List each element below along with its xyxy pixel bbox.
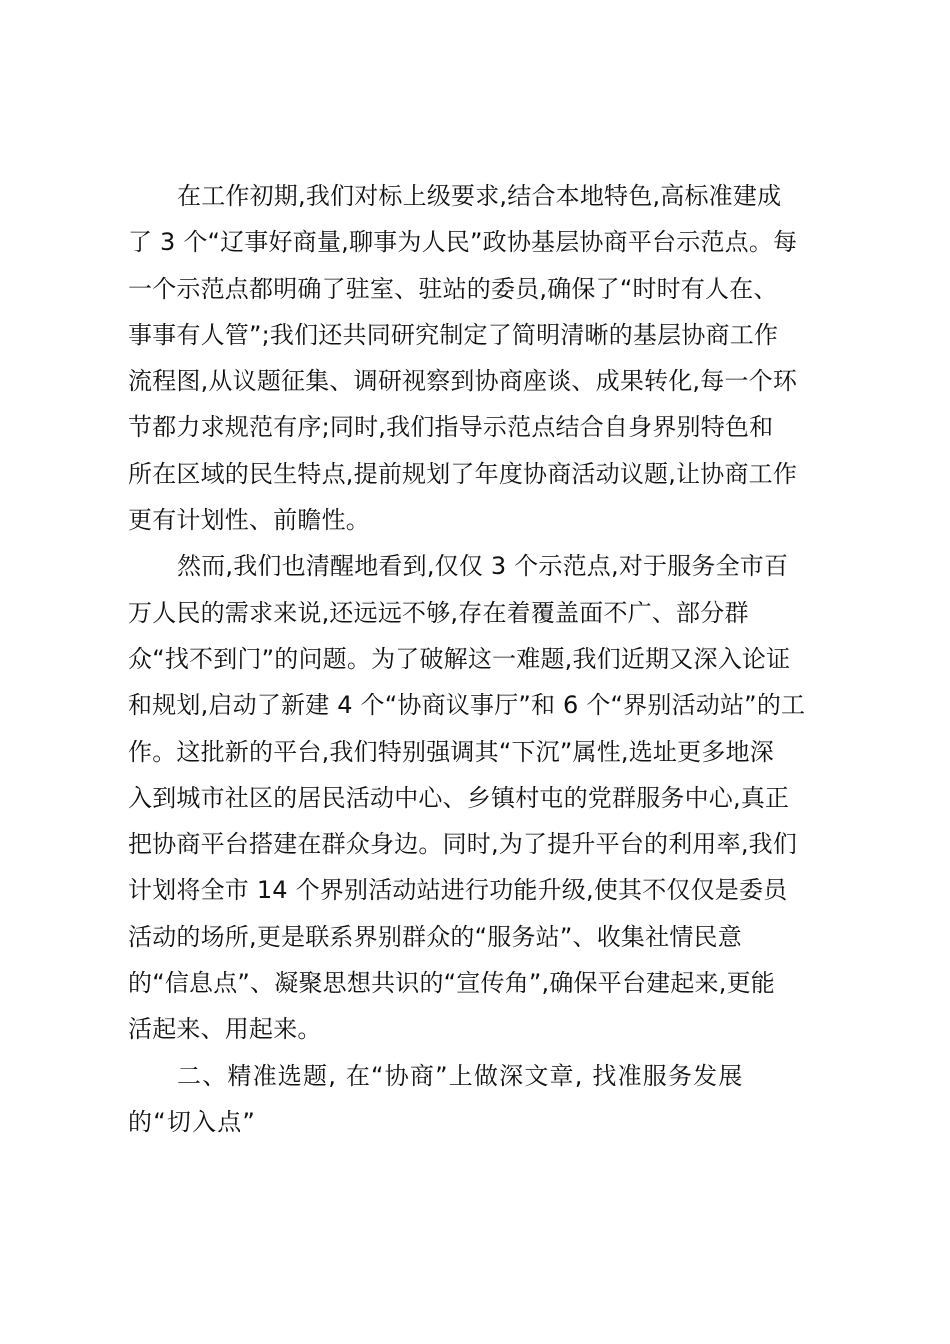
text-line: 的“信息点”、凝聚思想共识的“宣传角”,确保平台建起来,更能	[128, 969, 775, 998]
text-line: 在工作初期,我们对标上级要求,结合本地特色,高标准建成	[177, 182, 782, 210]
text-line: 事事有人管”;我们还共同研究制定了简明清晰的基层协商工作	[128, 320, 779, 349]
paragraph-platform-expansion	[128, 543, 848, 1052]
text-line: 入到城市社区的居民活动中心、乡镇村屯的党群服务中心,真正	[128, 783, 790, 812]
text-line: 作。这批新的平台,我们特别强调其“下沉”属性,选址更多地深	[128, 737, 774, 766]
heading-line: 二、精准选题, 在“协商”上做深文章, 找准服务发展	[177, 1061, 744, 1090]
paragraph-platform-building	[128, 173, 848, 543]
text-line: 计划将全市 14 个界别活动站进行功能升级,使其不仅仅是委员	[128, 876, 788, 905]
text-line: 万人民的需求来说,还远远不够,存在着覆盖面不广、部分群	[128, 598, 749, 627]
text-line: 流程图,从议题征集、调研视察到协商座谈、成果转化,每一个环	[128, 367, 798, 396]
text-line: 所在区域的民生特点,提前规划了年度协商活动议题,让协商工作	[128, 459, 798, 488]
text-line: 把协商平台搭建在群众身边。同时,为了提升平台的利用率,我们	[128, 830, 798, 859]
text-line: 了 3 个“辽事好商量,聊事为人民”政协基层协商平台示范点。每	[128, 228, 798, 257]
text-line: 和规划,启动了新建 4 个“协商议事厅”和 6 个“界别活动站”的工	[128, 691, 806, 720]
text-line: 更有计划性、前瞻性。	[128, 506, 370, 535]
section-heading	[128, 1053, 848, 1146]
text-line: 一个示范点都明确了驻室、驻站的委员,确保了“时时有人在、	[128, 274, 778, 303]
text-line: 节都力求规范有序;同时,我们指导示范点结合自身界别特色和	[128, 413, 774, 442]
text-line: 然而,我们也清醒地看到,仅仅 3 个示范点,对于服务全市百	[177, 552, 789, 581]
text-line: 活起来、用起来。	[128, 1015, 322, 1044]
document-body	[128, 173, 848, 1145]
text-line: 活动的场所,更是联系界别群众的“服务站”、收集社情民意	[128, 922, 742, 951]
text-line: 众“找不到门”的问题。为了破解这一难题,我们近期又深入论证	[128, 644, 791, 673]
heading-line: 的“切入点”	[128, 1107, 257, 1136]
